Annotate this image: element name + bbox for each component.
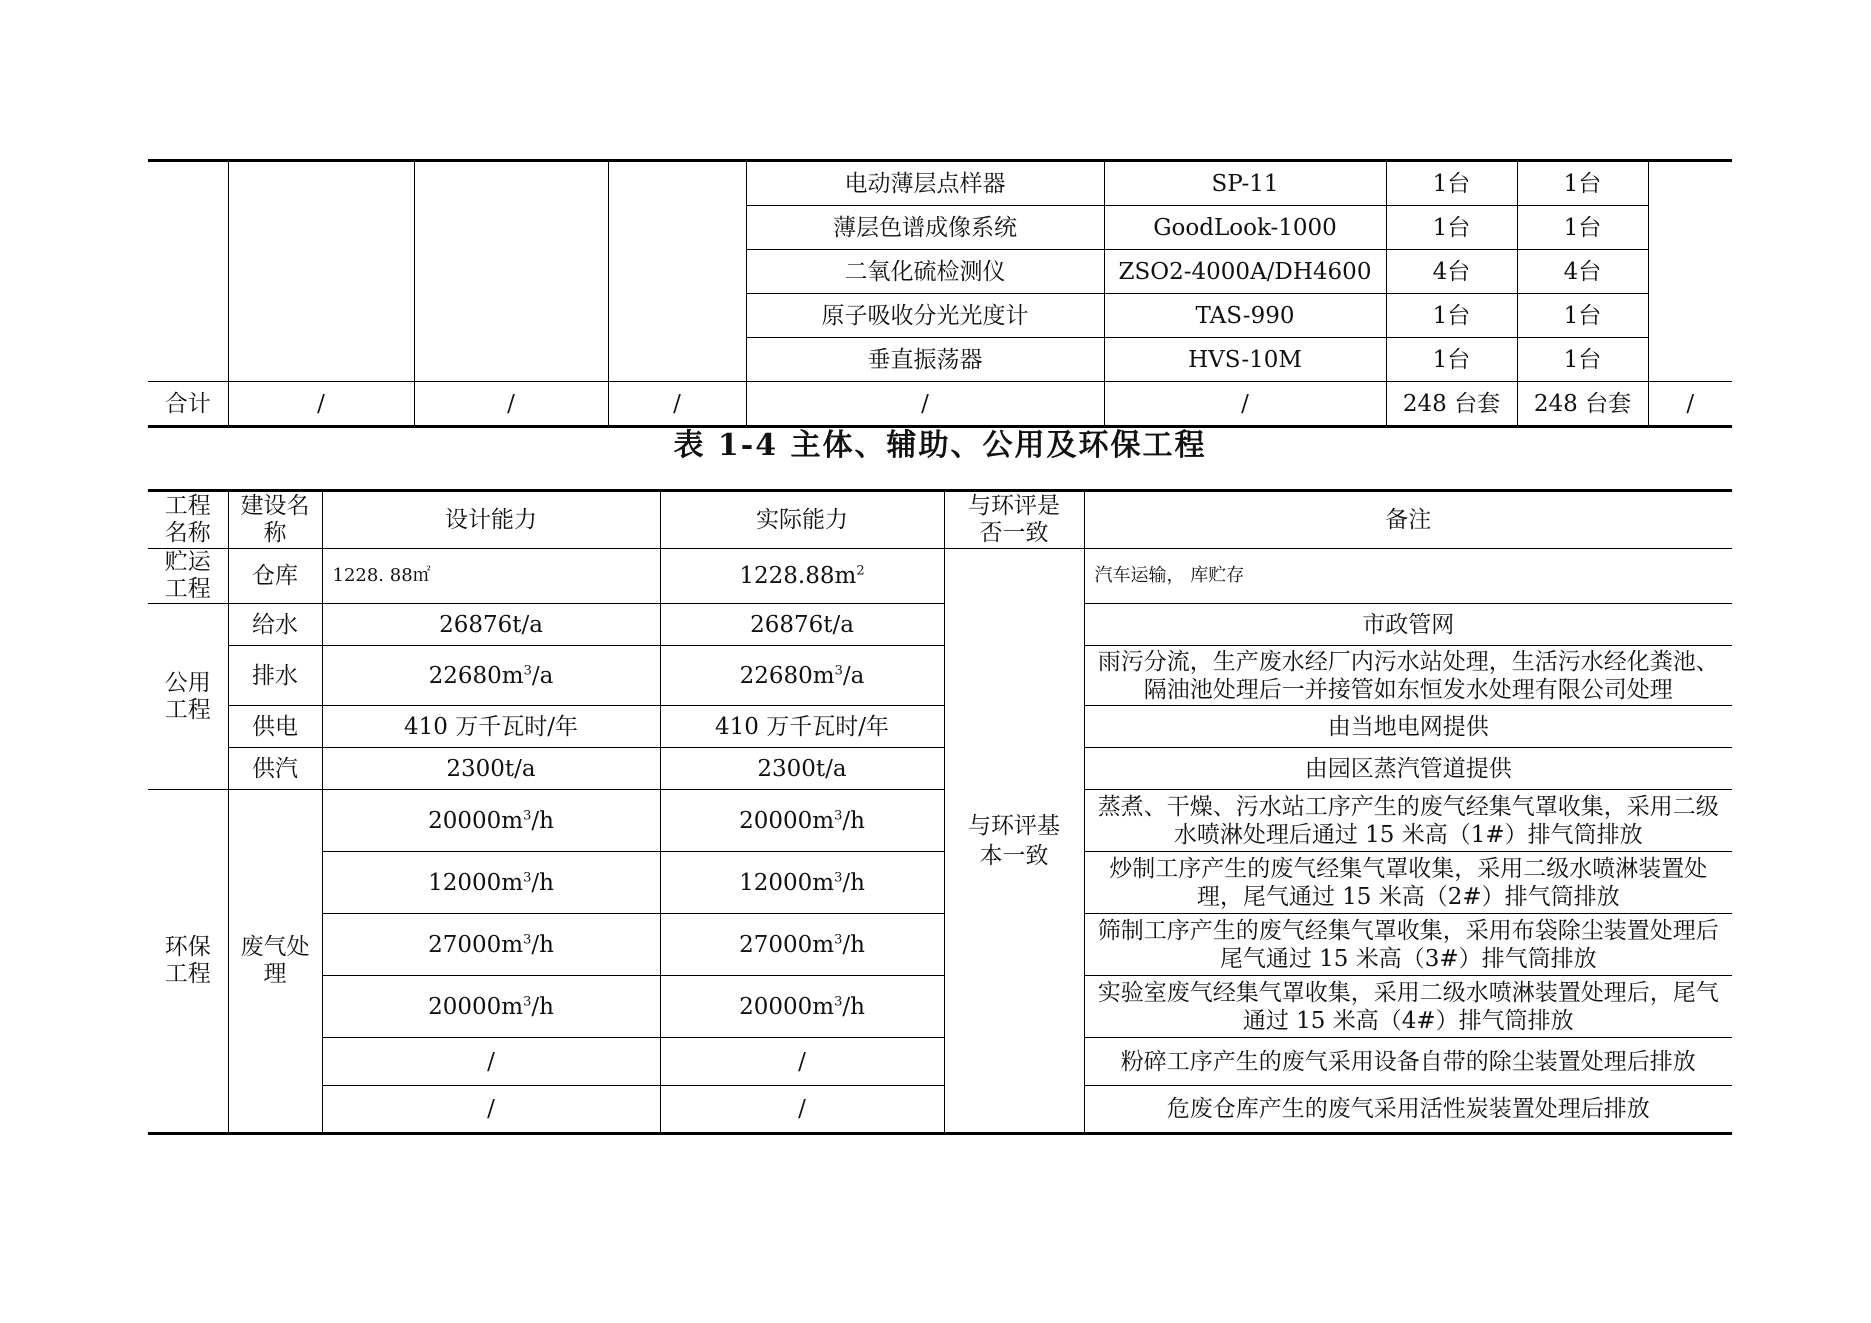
header-item: 建设名称 (228, 491, 322, 549)
remark-cell: 雨污分流，生产废水经厂内污水站处理，生活污水经化粪池、隔油池处理后一并接管如东恒发水处理有限公司处理 (1084, 646, 1732, 706)
merged-empty-cell (1648, 161, 1732, 382)
equipment-actual: 4台 (1517, 250, 1648, 294)
table-caption: 表 1-4 主体、辅助、公用及环保工程 (673, 428, 1207, 463)
item-cell: 给水 (228, 604, 322, 646)
actual-cell: $22680m^3/a$ (660, 646, 944, 706)
equipment-planned: 1台 (1386, 294, 1517, 338)
actual-cell: $1228.88m^2$ (660, 549, 944, 604)
total-label: 合计 (148, 382, 228, 427)
total-cell: / (228, 382, 414, 427)
equipment-model: HVS-10M (1104, 338, 1386, 382)
actual-cell: / (660, 1038, 944, 1086)
header-design: 设计能力 (322, 491, 660, 549)
item-cell: 仓库 (228, 549, 322, 604)
equipment-planned: 1台 (1386, 206, 1517, 250)
equipment-name: 电动薄层点样器 (746, 161, 1104, 206)
merged-empty-cell (414, 161, 608, 382)
table-row (148, 976, 1732, 1038)
actual-cell: $20000m^3/h$ (660, 976, 944, 1038)
table-row (148, 852, 1732, 914)
actual-cell: $20000m^3/h$ (660, 790, 944, 852)
equipment-name: 垂直振荡器 (746, 338, 1104, 382)
design-cell: $12000m^3/h$ (322, 852, 660, 914)
design-cell: 410 万千瓦时/年 (322, 706, 660, 748)
item-cell: 供汽 (228, 748, 322, 790)
total-cell: / (1648, 382, 1732, 427)
group-public: 公用工程 (148, 604, 228, 790)
remark-cell: 市政管网 (1084, 604, 1732, 646)
equipment-actual: 1台 (1517, 161, 1648, 206)
table-row (148, 790, 1732, 852)
actual-cell: 410 万千瓦时/年 (660, 706, 944, 748)
total-row (148, 382, 1732, 427)
design-cell: $20000m^3/h$ (322, 790, 660, 852)
equipment-name: 二氧化硫检测仪 (746, 250, 1104, 294)
actual-cell: / (660, 1086, 944, 1134)
total-actual: 248 台套 (1517, 382, 1648, 427)
equipment-planned: 1台 (1386, 161, 1517, 206)
table-row (148, 161, 1732, 206)
equipment-planned: 4台 (1386, 250, 1517, 294)
header-row (148, 491, 1732, 549)
remark-cell: 蒸煮、干燥、污水站工序产生的废气经集气罩收集，采用二级水喷淋处理后通过 15 米高（1#）排气筒排放 (1084, 790, 1732, 852)
merged-empty-cell (228, 161, 414, 382)
actual-cell: $12000m^3/h$ (660, 852, 944, 914)
remark-cell: 筛制工序产生的废气经集气罩收集，采用布袋除尘装置处理后尾气通过 15 米高（3#）排气筒排放 (1084, 914, 1732, 976)
actual-cell: $27000m^3/h$ (660, 914, 944, 976)
total-cell: / (746, 382, 1104, 427)
item-cell: 供电 (228, 706, 322, 748)
equipment-model: TAS-990 (1104, 294, 1386, 338)
equipment-model: ZSO2-4000A/DH4600 (1104, 250, 1386, 294)
equipment-name: 薄层色谱成像系统 (746, 206, 1104, 250)
design-cell: / (322, 1086, 660, 1134)
remark-cell: 实验室废气经集气罩收集，采用二级水喷淋装置处理后，尾气通过 15 米高（4#）排气筒排放 (1084, 976, 1732, 1038)
equipment-name: 原子吸收分光光度计 (746, 294, 1104, 338)
header-actual: 实际能力 (660, 491, 944, 549)
total-cell: / (608, 382, 746, 427)
equipment-actual: 1台 (1517, 338, 1648, 382)
table-row (148, 604, 1732, 646)
header-remark: 备注 (1084, 491, 1732, 549)
design-cell: $27000m^3/h$ (322, 914, 660, 976)
table-row (148, 646, 1732, 706)
total-cell: / (1104, 382, 1386, 427)
header-consistent: 与环评是否一致 (944, 491, 1084, 549)
table-row (148, 706, 1732, 748)
design-cell: $20000m^3/h$ (322, 976, 660, 1038)
design-cell: / (322, 1038, 660, 1086)
merged-empty-cell (148, 161, 228, 382)
projects-table (148, 489, 1732, 1135)
table-row (148, 549, 1732, 604)
design-cell: 1228. 88㎡ (322, 549, 660, 604)
header-project: 工程名称 (148, 491, 228, 549)
item-cell: 排水 (228, 646, 322, 706)
remark-cell: 炒制工序产生的废气经集气罩收集，采用二级水喷淋装置处理，尾气通过 15 米高（2#）排气筒排放 (1084, 852, 1732, 914)
consistent-cell: 与环评基本一致 (944, 549, 1084, 1134)
design-cell: 2300t/a (322, 748, 660, 790)
table-row (148, 914, 1732, 976)
remark-cell: 由当地电网提供 (1084, 706, 1732, 748)
remark-cell: 汽车运输， 库贮存 (1084, 549, 1732, 604)
equipment-table (148, 159, 1732, 428)
total-cell: / (414, 382, 608, 427)
equipment-model: GoodLook-1000 (1104, 206, 1386, 250)
equipment-actual: 1台 (1517, 206, 1648, 250)
table-row (148, 1038, 1732, 1086)
design-cell: 26876t/a (322, 604, 660, 646)
total-planned: 248 台套 (1386, 382, 1517, 427)
remark-cell: 由园区蒸汽管道提供 (1084, 748, 1732, 790)
merged-empty-cell (608, 161, 746, 382)
equipment-planned: 1台 (1386, 338, 1517, 382)
group-storage: 贮运工程 (148, 549, 228, 604)
item-env: 废气处理 (228, 790, 322, 1134)
equipment-actual: 1台 (1517, 294, 1648, 338)
equipment-model: SP-11 (1104, 161, 1386, 206)
actual-cell: 26876t/a (660, 604, 944, 646)
remark-cell: 危废仓库产生的废气采用活性炭装置处理后排放 (1084, 1086, 1732, 1134)
group-env: 环保工程 (148, 790, 228, 1134)
table-row (148, 1086, 1732, 1134)
actual-cell: 2300t/a (660, 748, 944, 790)
remark-cell: 粉碎工序产生的废气采用设备自带的除尘装置处理后排放 (1084, 1038, 1732, 1086)
design-cell: $22680m^3/a$ (322, 646, 660, 706)
table-row (148, 748, 1732, 790)
